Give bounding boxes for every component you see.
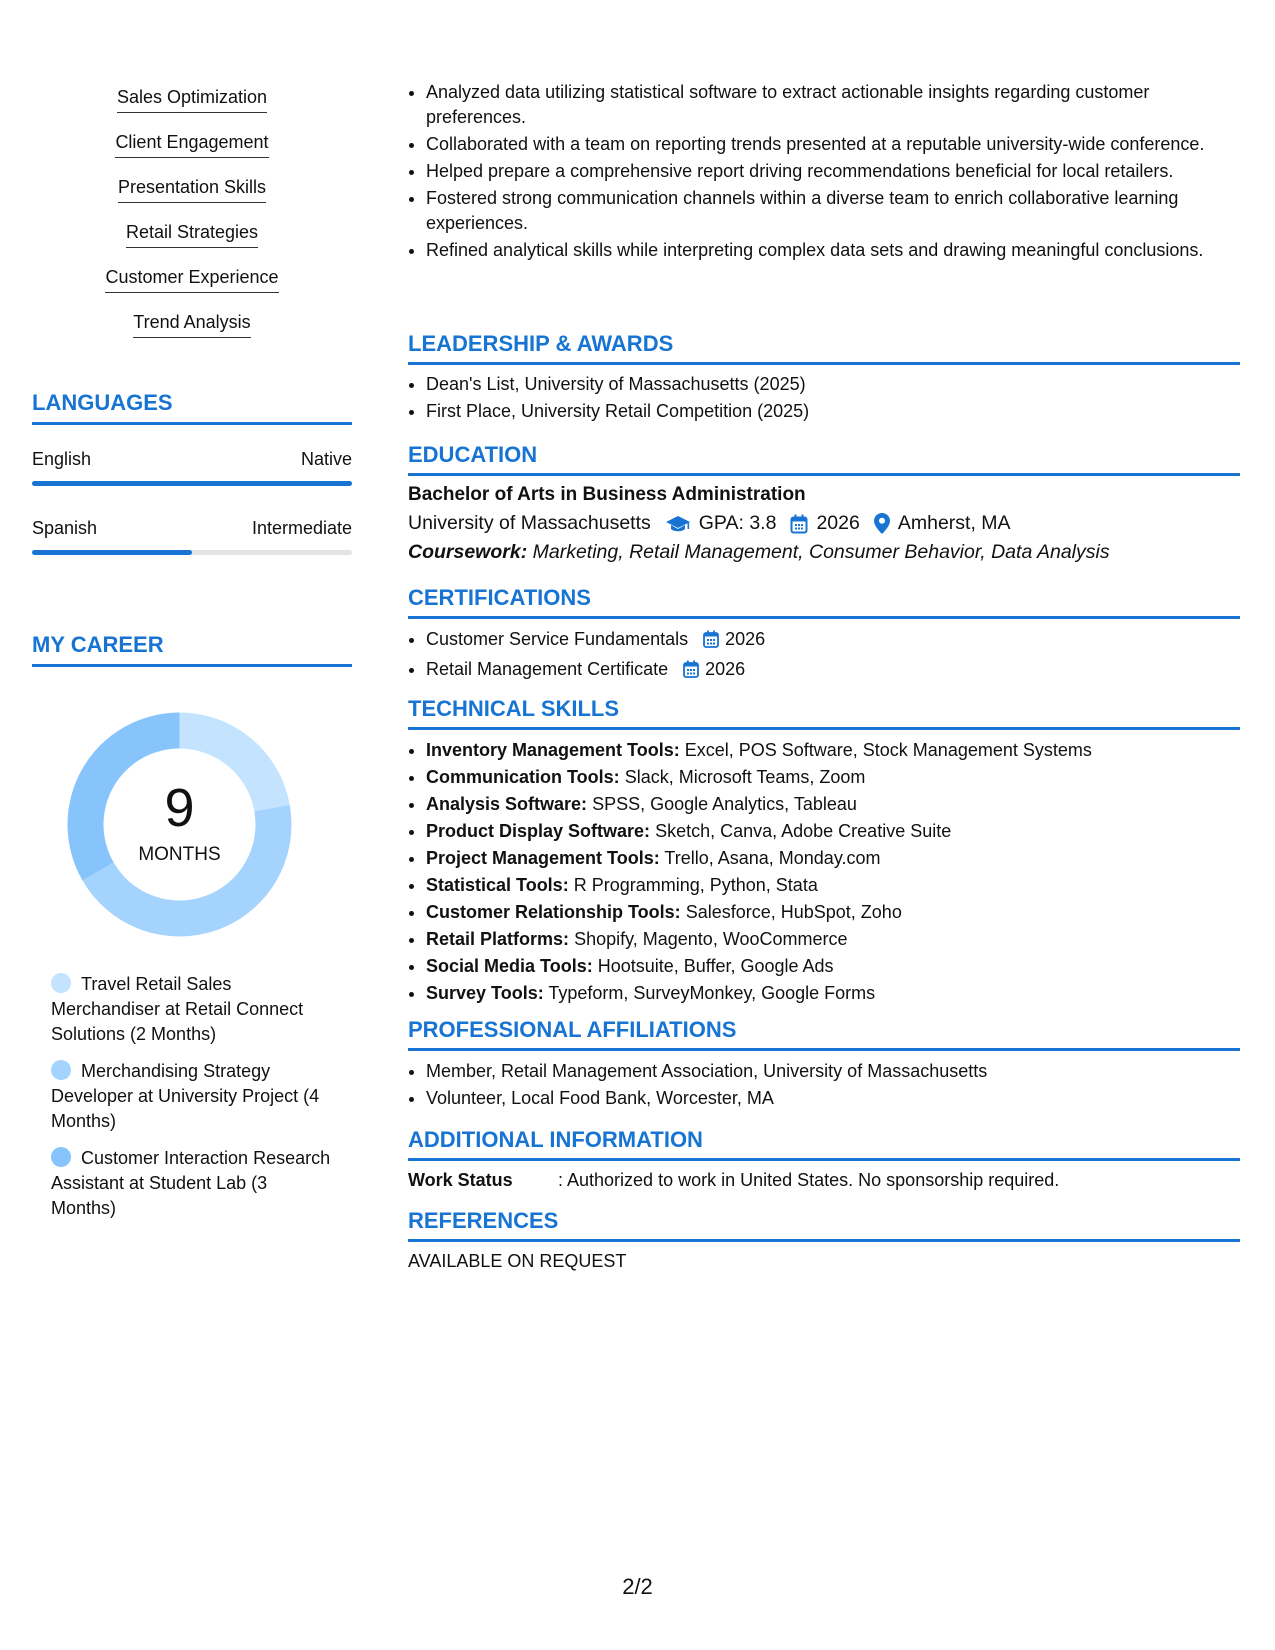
calendar-icon [790, 512, 816, 535]
leadership-list [408, 372, 1258, 426]
technical-skills-heading: TECHNICAL SKILLS [408, 696, 1240, 730]
technical-skill-item [426, 738, 1258, 763]
gpa: GPA: 3.8 [698, 512, 777, 534]
technical-skill-item [426, 819, 1258, 844]
language-bar-fill [32, 550, 192, 555]
bullet-item: • Fostered strong communication channels within a diverse team to enrich collaborative learning experiences. [426, 186, 1246, 236]
career-total: 9 [164, 778, 195, 838]
technical-skill-value: Salesforce, HubSpot, Zoho [685, 902, 902, 922]
certification-year: 2026 [725, 629, 766, 649]
technical-skill-value: Trello, Asana, Monday.com [664, 848, 881, 868]
technical-skill-item [426, 900, 1258, 925]
calendar-icon [683, 660, 699, 685]
career-legend-text: Travel Retail Sales Merchandiser at Retail Connect Solutions (2 Months) [51, 974, 304, 1044]
career-legend-text: Merchandising Strategy Developer at University Project (4 Months) [51, 1061, 320, 1131]
bullet-item: • First Place, University Retail Competition (2025) [426, 399, 1258, 424]
certifications-list [408, 627, 1258, 687]
coursework [408, 541, 1240, 564]
technical-skill-label: Analysis Software: [426, 794, 588, 814]
language-bar [32, 550, 352, 555]
technical-skill-item [426, 765, 1258, 790]
language-bar [32, 481, 352, 486]
technical-skill-label: Communication Tools: [426, 767, 620, 787]
degree-title: Bachelor of Arts in Business Administration [408, 484, 806, 505]
calendar-icon [703, 630, 719, 655]
technical-skill-label: Statistical Tools: [426, 875, 569, 895]
education-heading: EDUCATION [408, 442, 1240, 476]
page-number: 2/2 [622, 1574, 653, 1599]
bullet-item: • Member, Retail Management Association, University of Massachusetts [426, 1059, 1258, 1084]
technical-skill-item [426, 954, 1258, 979]
technical-skill-item [426, 792, 1258, 817]
career-heading: MY CAREER [32, 632, 352, 667]
affiliations-list [408, 1059, 1258, 1113]
coursework-text: Marketing, Retail Management, Consumer Behavior, Data Analysis [532, 541, 1110, 563]
technical-skill-label: Customer Relationship Tools: [426, 902, 681, 922]
language-row [32, 449, 352, 470]
bullet-item: • Collaborated with a team on reporting trends presented at a reputable university-wide conference. [426, 132, 1246, 157]
references-heading: REFERENCES [408, 1208, 1240, 1242]
career-legend-text: Customer Interaction Research Assistant at Student Lab (3 Months) [51, 1148, 331, 1218]
skill-item: Sales Optimization [117, 86, 267, 113]
technical-skill-value: Hootsuite, Buffer, Google Ads [597, 956, 834, 976]
technical-skill-item [426, 873, 1258, 898]
leadership-heading: LEADERSHIP & AWARDS [408, 331, 1240, 365]
legend-dot [51, 973, 71, 993]
technical-skill-item [426, 927, 1258, 952]
career-legend-item [51, 972, 331, 1047]
skill-item: Customer Experience [105, 266, 278, 293]
graduation-year: 2026 [816, 512, 860, 534]
certification-item [426, 627, 1258, 655]
legend-dot [51, 1060, 71, 1080]
education-meta [408, 512, 1240, 535]
language-name: English [32, 449, 92, 469]
technical-skill-item [426, 846, 1258, 871]
career-legend [51, 972, 331, 1233]
technical-skills-list [408, 738, 1258, 1008]
career-donut [67, 712, 292, 937]
career-unit: MONTHS [138, 844, 221, 865]
career-legend-item [51, 1146, 331, 1221]
location-pin-icon [874, 512, 898, 535]
bullet-item: • Dean's List, University of Massachusetts (2025) [426, 372, 1258, 397]
technical-skill-value: Shopify, Magento, WooCommerce [574, 929, 848, 949]
references-text: AVAILABLE ON REQUEST [408, 1251, 627, 1271]
skill-item: Client Engagement [115, 131, 268, 158]
technical-skill-value: R Programming, Python, Stata [573, 875, 818, 895]
school-location: Amherst, MA [897, 512, 1011, 534]
skill-item: Retail Strategies [126, 221, 258, 248]
education-entry [408, 484, 1240, 564]
technical-skill-label: Social Media Tools: [426, 956, 593, 976]
certifications-heading: CERTIFICATIONS [408, 585, 1240, 619]
career-legend-item [51, 1059, 331, 1134]
certification-year: 2026 [705, 659, 746, 679]
skills-list [32, 86, 352, 356]
work-status-label: Work Status [408, 1170, 513, 1190]
technical-skill-value: Excel, POS Software, Stock Management Systems [684, 740, 1092, 760]
technical-skill-value: Sketch, Canva, Adobe Creative Suite [655, 821, 952, 841]
bullet-item: • Analyzed data utilizing statistical software to extract actionable insights regarding customer preferences. [426, 80, 1246, 130]
skill-item: Presentation Skills [118, 176, 266, 203]
language-level: Native [300, 449, 352, 469]
bullet-item: • Refined analytical skills while interpreting complex data sets and drawing meaningful conclusions. [426, 238, 1246, 263]
language-level: Intermediate [251, 518, 352, 538]
technical-skill-item [426, 981, 1258, 1006]
languages-heading: LANGUAGES [32, 390, 352, 425]
bullet-item: • Volunteer, Local Food Bank, Worcester, MA [426, 1086, 1258, 1111]
skill-item: Trend Analysis [133, 311, 250, 338]
technical-skill-label: Product Display Software: [426, 821, 651, 841]
language-bar-fill [32, 481, 352, 486]
graduation-cap-icon [665, 512, 699, 535]
certification-item [426, 657, 1258, 685]
language-name: Spanish [32, 518, 98, 538]
bullet-item: • Helped prepare a comprehensive report driving recommendations beneficial for local retailers. [426, 159, 1246, 184]
affiliations-heading: PROFESSIONAL AFFILIATIONS [408, 1017, 1240, 1051]
certification-name: Customer Service Fundamentals [426, 629, 689, 649]
technical-skill-value: SPSS, Google Analytics, Tableau [592, 794, 857, 814]
technical-skill-value: Slack, Microsoft Teams, Zoom [624, 767, 866, 787]
technical-skill-label: Project Management Tools: [426, 848, 660, 868]
work-status [408, 1170, 1240, 1191]
certification-name: Retail Management Certificate [426, 659, 669, 679]
work-status-value: : Authorized to work in United States. No sponsorship required. [558, 1170, 1060, 1190]
experience-bullets [408, 80, 1246, 265]
technical-skill-label: Inventory Management Tools: [426, 740, 680, 760]
technical-skill-label: Survey Tools: [426, 983, 544, 1003]
school-name: University of Massachusetts [408, 512, 651, 534]
legend-dot [51, 1147, 71, 1167]
technical-skill-label: Retail Platforms: [426, 929, 570, 949]
language-row [32, 518, 352, 539]
technical-skill-value: Typeform, SurveyMonkey, Google Forms [548, 983, 876, 1003]
coursework-label: Coursework: [408, 541, 528, 563]
additional-info-heading: ADDITIONAL INFORMATION [408, 1127, 1240, 1161]
